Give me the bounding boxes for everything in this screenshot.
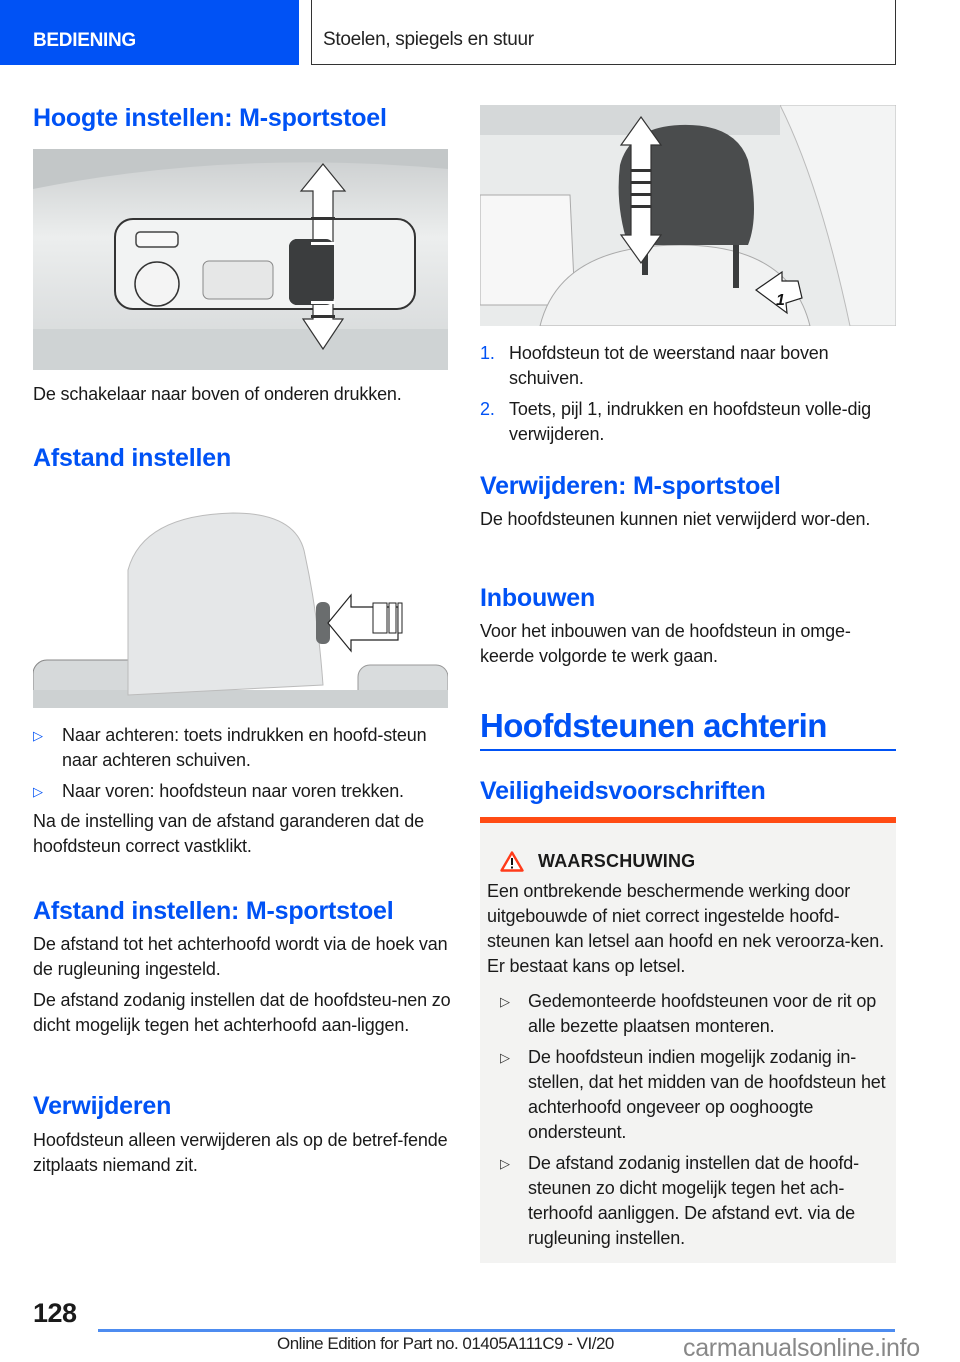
- warning-body-text: Een ontbrekende beschermende werking door uitgebouwde of niet correct ingestelde hoofd-steunen kan letsel aan hoofd en nek veroorza-ken. Er bestaat kans op letsel.: [487, 881, 884, 976]
- warning-bullets: [487, 989, 889, 1257]
- install-text: Voor het inbouwen van de hoofdsteun in omge-keerde volgorde te werk gaan.: [480, 621, 851, 666]
- callout-number: 1: [776, 292, 785, 309]
- heading-underline: [480, 749, 896, 751]
- triangle-bullet-icon: ▷: [500, 1050, 510, 1065]
- removal-steps: [480, 341, 900, 453]
- warning-box: [480, 817, 896, 1263]
- footer-rule: [98, 1329, 895, 1332]
- chapter-title: Stoelen, spiegels en stuur: [311, 0, 896, 65]
- height-instruction-text: De schakelaar naar boven of onderen drukken.: [33, 384, 402, 404]
- triangle-bullet-icon: ▷: [500, 1156, 510, 1171]
- edition-text: Online Edition for Part no. 01405A111C9 - VI/20: [277, 1334, 614, 1353]
- seat-switch-illustration: [33, 149, 448, 370]
- triangle-bullet-icon: ▷: [33, 784, 43, 799]
- watermark: carmanualsonline.info: [683, 1334, 920, 1362]
- distance-bullets: [33, 723, 453, 810]
- triangle-bullet-icon: ▷: [33, 728, 43, 743]
- distance-m-sport-para-2: De afstand zodanig instellen dat de hoofdsteu-nen zo dicht mogelijk tegen het achterhoofd aan-liggen.: [33, 990, 451, 1035]
- headrest-removal-illustration: [480, 105, 896, 326]
- warning-title: WAARSCHUWING: [500, 851, 695, 872]
- list-item: ▷ Naar voren: hoofdsteun naar voren trekken.: [33, 779, 453, 804]
- remove-text: Hoofdsteun alleen verwijderen als op de betref-fende zitplaats niemand zit.: [33, 1130, 448, 1175]
- headrest-removal-figure: [480, 105, 896, 326]
- distance-note-text: Na de instelling van de afstand garanderen dat de hoofdsteun correct vastklikt.: [33, 811, 424, 856]
- list-item: ▷ Gedemonteerde hoofdsteunen voor de rit op alle bezette plaatsen monteren.: [500, 991, 877, 1036]
- heading-remove: Verwijderen: [33, 1092, 172, 1120]
- page-number: 128: [33, 1298, 77, 1328]
- chapter-heading-rear-headrests: Hoofdsteunen achterin: [480, 707, 827, 744]
- section-tab: BEDIENING: [0, 0, 299, 65]
- remove-m-sport-text: De hoofdsteunen kunnen niet verwijderd wor-den.: [480, 509, 871, 529]
- heading-remove-m-sport: Verwijderen: M-sportstoel: [480, 472, 781, 500]
- heading-safety: Veiligheidsvoorschriften: [480, 777, 766, 805]
- warning-triangle-icon: [500, 851, 524, 872]
- step-item: 2. Toets, pijl 1, indrukken en hoofdsteun volle-dig verwijderen.: [480, 399, 872, 444]
- heading-distance: Afstand instellen: [33, 444, 232, 472]
- list-item: ▷ De afstand zodanig instellen dat de hoofd-steunen zo dicht mogelijk tegen het ach-terhoofd aanliggen. De afstand evt. via de rugleuning instellen.: [500, 1153, 859, 1248]
- list-item: ▷ Naar achteren: toets indrukken en hoofd-steun naar achteren schuiven.: [33, 725, 427, 770]
- list-item: ▷ De hoofdsteun indien mogelijk zodanig in-stellen, dat het midden van de hoofdsteun het achterhoofd ongeveer op ooghoogte ondersteunt.: [500, 1047, 886, 1142]
- headrest-distance-figure: [33, 495, 448, 708]
- step-item: 1. Hoofdsteun tot de weerstand naar boven schuiven.: [480, 343, 829, 388]
- heading-height-m-sport: Hoogte instellen: M-sportstoel: [33, 104, 387, 132]
- heading-distance-m-sport: Afstand instellen: M-sportstoel: [33, 897, 394, 925]
- heading-install: Inbouwen: [480, 584, 596, 612]
- distance-m-sport-para-1: De afstand tot het achterhoofd wordt via de hoek van de rugleuning ingesteld.: [33, 934, 448, 979]
- triangle-bullet-icon: ▷: [500, 994, 510, 1009]
- seat-switch-figure: [33, 149, 448, 370]
- headrest-distance-illustration: [33, 495, 448, 708]
